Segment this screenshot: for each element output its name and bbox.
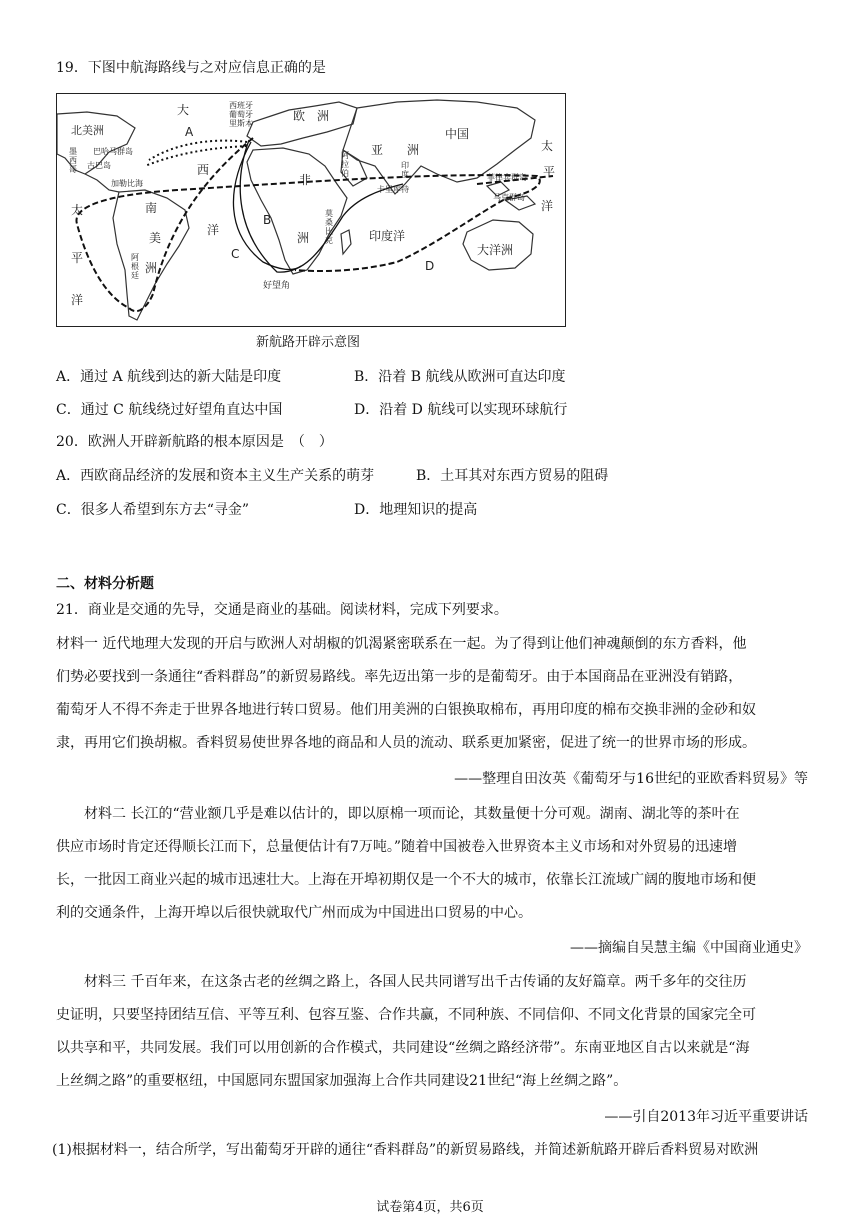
label-pacific-right-1: 太 [541, 139, 554, 153]
material-1-line: 隶，再用它们换胡椒。香料贸易使世界各地的商品和人员的流动、联系更加紧密，促进了统一的世界市场的形成。 [56, 735, 756, 751]
q19-option-b[interactable]: B．沿着 B 航线从欧洲可直达印度 [354, 369, 566, 385]
label-route-d: D [425, 259, 435, 273]
label-caribbean: 加勒比海 [111, 179, 143, 188]
material-2 [56, 798, 808, 930]
q19-option-d[interactable]: D．沿着 D 航线可以实现环球航行 [354, 402, 568, 418]
label-north-america: 北美洲 [71, 124, 104, 137]
material-3-line: 上丝绸之路”的重要枢纽，中国愿同东盟国家加强海上合作共同建设21世纪“海上丝绸之路”。 [56, 1073, 628, 1089]
label-africa-1: 非 [299, 173, 312, 187]
q21-stem: 21．商业是交通的先导，交通是商业的基础。阅读材料，完成下列要求。 [56, 602, 508, 618]
label-spain-portugal: 西班牙葡萄牙里斯本 [229, 101, 253, 128]
material-2-line: 供应市场时肯定还得顺长江而下，总量便估计有7万吨。”随着中国被卷入世界资本主义市场和对外贸易的迅速增 [56, 839, 738, 855]
material-3-line: 以共享和平，共同发展。我们可以用创新的合作模式，共同建设“丝绸之路经济带”。东南亚地区自古以来就是“海 [56, 1040, 750, 1056]
label-route-a: A [185, 125, 194, 139]
label-indian-ocean: 印度洋 [369, 229, 406, 243]
q19-option-a[interactable]: A．通过 A 航线到达的新大陆是印度 [56, 369, 282, 385]
label-oceania: 大洋洲 [477, 243, 514, 257]
label-bahamas: 巴哈马群岛 [93, 147, 133, 156]
label-pacific-left-3: 洋 [71, 293, 84, 307]
label-pacific-left-1: 太 [71, 203, 84, 217]
label-mexico: 墨西哥 [69, 147, 77, 174]
material-1-line: 们势必要找到一条通往“香料群岛”的新贸易路线。率先迈出第一步的是葡萄牙。由于本国商品在亚洲没有销路， [56, 669, 743, 685]
material-2-line: 利的交通条件，上海开埠以后很快就取代广州而成为中国进出口贸易的中心。 [56, 905, 532, 921]
new-routes-map [56, 93, 566, 327]
label-pacific-right-3: 洋 [541, 199, 554, 213]
label-mozambique: 莫桑比克 [325, 209, 333, 245]
label-atlantic-2: 西 [197, 163, 210, 177]
label-calicut: 卡里库特 [377, 185, 409, 194]
q21-part1: (1)根据材料一，结合所学，写出葡萄牙开辟的通往“香料群岛”的新贸易路线，并简述新航路开辟后香料贸易对欧洲 [52, 1142, 759, 1158]
map-caption: 新航路开辟示意图 [256, 335, 361, 350]
route-d-line [76, 138, 539, 311]
q20-option-b[interactable]: B．土耳其对东西方贸易的阻碍 [416, 468, 609, 484]
source-1: ——整理自田汝英《葡萄牙与16世纪的亚欧香料贸易》等 [454, 771, 808, 787]
label-asia: 亚 洲 [371, 143, 420, 157]
material-1 [56, 628, 808, 760]
label-pacific-left-2: 平 [71, 251, 84, 265]
label-south-america-3: 洲 [145, 261, 158, 275]
source-3: ——引自2013年习近平重要讲话 [604, 1109, 808, 1125]
label-argentina: 阿根廷 [131, 253, 139, 280]
material-3-line: 史证明，只要坚持团结互信、平等互利、包容互鉴、合作共赢，不同种族、不同信仰、不同文化背景的国家完全可 [56, 1007, 756, 1023]
label-arabia: 阿拉伯 [341, 151, 349, 178]
q19-stem: 19．下图中航海路线与之对应信息正确的是 [56, 60, 326, 76]
label-china: 中国 [445, 127, 470, 141]
label-atlantic-1: 大 [177, 103, 190, 117]
label-india: 印度 [401, 161, 409, 179]
material-1-line: 材料一 近代地理大发现的开启与欧洲人对胡椒的饥渴紧密联系在一起。为了得到让他们神魂颠倒的东方香料，他 [56, 636, 747, 652]
material-3 [56, 966, 808, 1098]
q20-option-d[interactable]: D．地理知识的提高 [354, 502, 478, 518]
material-3-line: 材料三 千百年来，在这条古老的丝绸之路上，各国人民共同谱写出千古传诵的友好篇章。两千多年的交往历 [56, 974, 747, 990]
label-philippines: 菲律宾群岛 [487, 173, 527, 182]
material-1-line: 葡萄牙人不得不奔走于世界各地进行转口贸易。他们用美洲的白银换取棉布，再用印度的棉布交换非洲的金砂和奴 [56, 702, 756, 718]
q20-option-a[interactable]: A．西欧商品经济的发展和资本主义生产关系的萌芽 [56, 468, 375, 484]
q20-option-c[interactable]: C．很多人希望到东方去“寻金” [56, 502, 250, 518]
label-good-hope: 好望角 [263, 281, 291, 291]
label-south-america-1: 南 [145, 201, 158, 215]
label-europe: 欧 洲 [293, 109, 330, 123]
label-pacific-right-2: 平 [543, 165, 556, 179]
label-moluccas: 马克群岛 [493, 193, 525, 202]
map-svg [57, 94, 565, 326]
section-title: 二、材料分析题 [56, 576, 154, 592]
source-2: ——摘编自吴慧主编《中国商业通史》 [570, 940, 808, 956]
label-south-america-2: 美 [149, 231, 162, 245]
label-africa-2: 洲 [297, 231, 310, 245]
material-2-line: 材料二 长江的“营业额几乎是难以估计的，即以原棉一项而论，其数量便十分可观。湖南、湖北等的茶叶在 [56, 806, 740, 822]
label-route-b: B [263, 213, 272, 227]
label-atlantic-3: 洋 [207, 223, 220, 237]
label-route-c: C [231, 247, 240, 261]
label-cuba: 古巴岛 [87, 161, 111, 170]
material-2-line: 长，一批因工商业兴起的城市迅速壮大。上海在开埠初期仅是一个不大的城市，依靠长江流域广阔的腹地市场和便 [56, 872, 756, 888]
q19-option-c[interactable]: C．通过 C 航线绕过好望角直达中国 [56, 402, 283, 418]
page-footer: 试卷第4页，共6页 [376, 1200, 484, 1215]
q20-stem: 20．欧洲人开辟新航路的根本原因是 （ ） [56, 434, 333, 450]
